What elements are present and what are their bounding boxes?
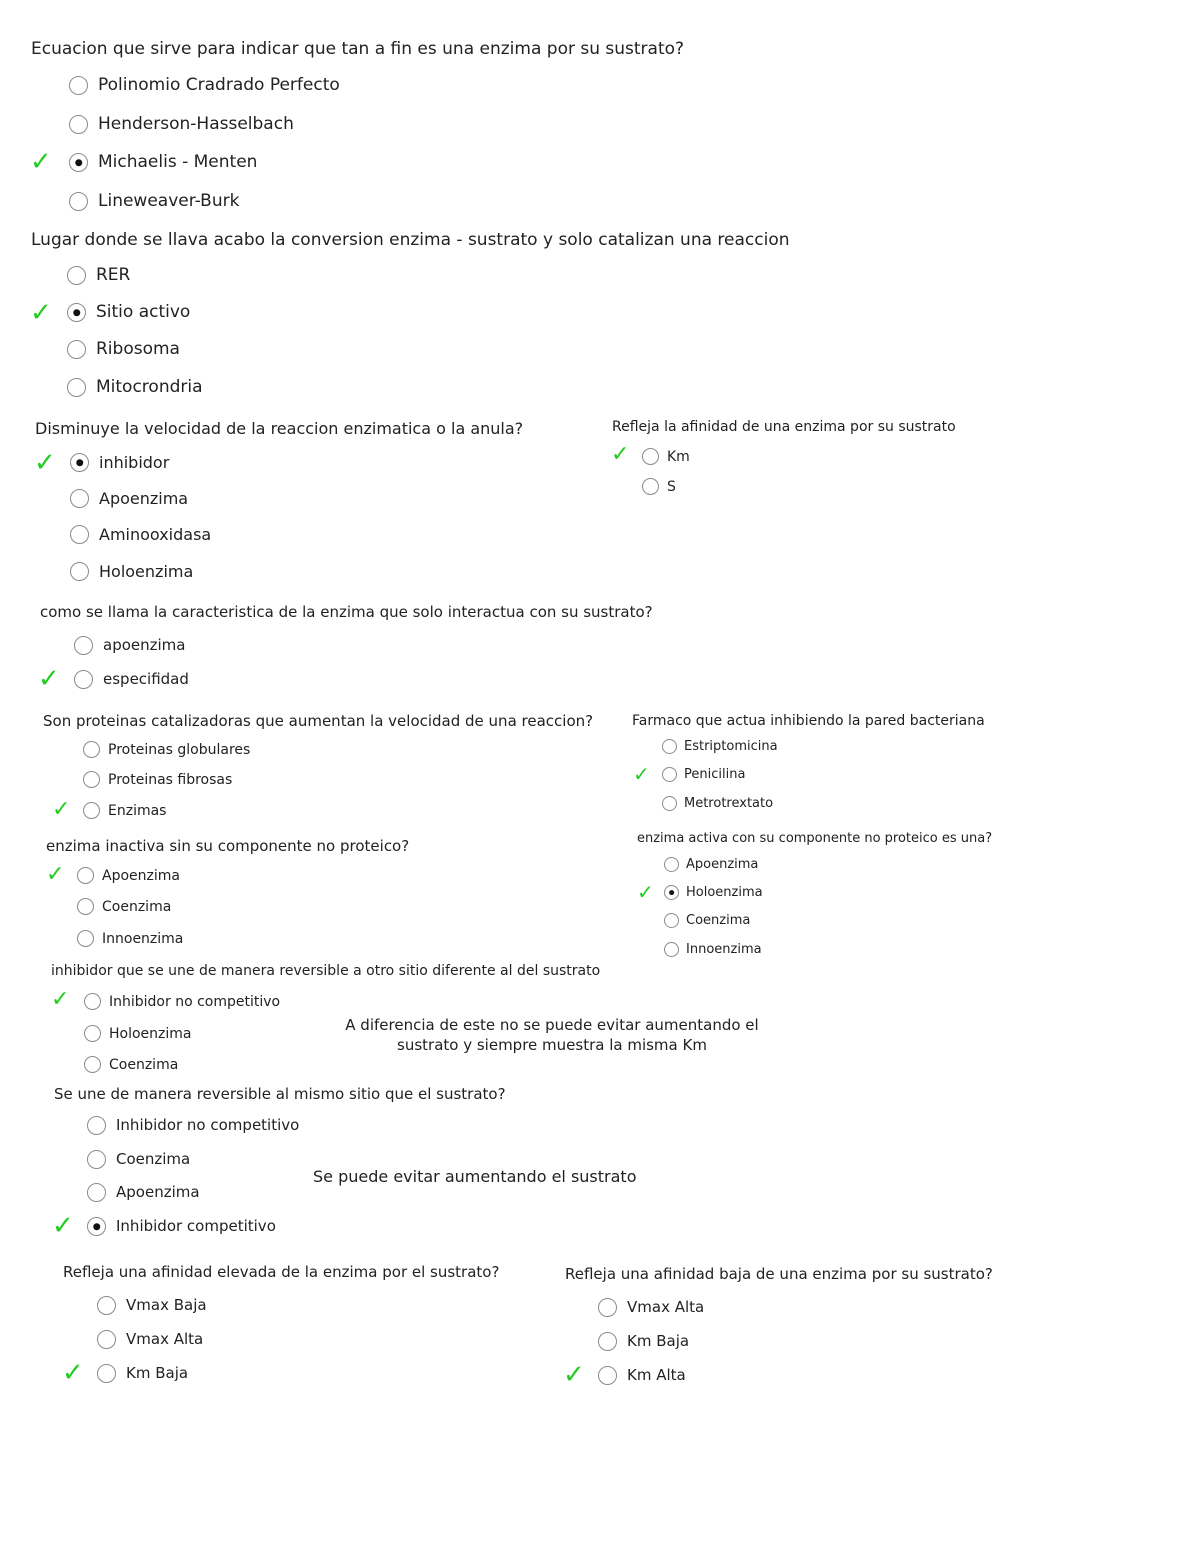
radio-button[interactable] bbox=[77, 867, 94, 884]
question-7: Farmaco que actua inhibiendo la pared bacteriana bbox=[632, 713, 985, 729]
option-label: Apoenzima bbox=[102, 867, 180, 884]
option-label: Km bbox=[667, 448, 690, 465]
correct-check-icon: ✓ bbox=[51, 987, 70, 1012]
option-q4-2[interactable] bbox=[642, 478, 676, 495]
option-label: Coenzima bbox=[686, 913, 751, 928]
option-q1-3[interactable] bbox=[69, 153, 257, 172]
radio-button-selected[interactable] bbox=[664, 885, 679, 900]
radio-button[interactable] bbox=[83, 802, 100, 819]
option-label: Vmax Alta bbox=[126, 1330, 204, 1348]
option-q3-4[interactable] bbox=[70, 562, 193, 581]
option-label: inhibidor bbox=[99, 452, 170, 472]
radio-button[interactable] bbox=[67, 340, 86, 359]
option-q3-2[interactable] bbox=[70, 489, 188, 508]
option-label: Coenzima bbox=[102, 898, 172, 915]
radio-button[interactable] bbox=[83, 771, 100, 788]
correct-check-icon: ✓ bbox=[38, 664, 60, 694]
radio-button[interactable] bbox=[87, 1150, 106, 1169]
radio-button[interactable] bbox=[67, 378, 86, 397]
radio-button[interactable] bbox=[598, 1298, 617, 1317]
radio-button[interactable] bbox=[97, 1364, 116, 1383]
option-label: Apoenzima bbox=[116, 1183, 200, 1201]
option-label: Polinomio Cradrado Perfecto bbox=[98, 75, 340, 95]
option-label: Penicilina bbox=[684, 767, 746, 782]
option-q9-3[interactable] bbox=[664, 913, 750, 928]
radio-button[interactable] bbox=[664, 942, 679, 957]
option-q11-1[interactable] bbox=[87, 1116, 299, 1135]
option-q2-4[interactable] bbox=[67, 378, 203, 397]
radio-button[interactable] bbox=[69, 192, 88, 211]
radio-button[interactable] bbox=[70, 562, 89, 581]
radio-button[interactable] bbox=[642, 448, 659, 465]
radio-button[interactable] bbox=[84, 1025, 101, 1042]
radio-button[interactable] bbox=[77, 898, 94, 915]
option-q11-3[interactable] bbox=[87, 1183, 200, 1202]
question-11: Se une de manera reversible al mismo sitio que el sustrato? bbox=[54, 1085, 506, 1103]
radio-button[interactable] bbox=[598, 1332, 617, 1351]
correct-check-icon: ✓ bbox=[30, 147, 52, 177]
note-line-1: A diferencia de este no se puede evitar aumentando el bbox=[345, 1016, 759, 1034]
option-q9-4[interactable] bbox=[664, 942, 762, 957]
correct-check-icon: ✓ bbox=[52, 797, 71, 822]
option-q6-3[interactable] bbox=[83, 802, 166, 819]
option-label: Holoenzima bbox=[99, 561, 194, 581]
radio-button[interactable] bbox=[662, 767, 677, 782]
option-q4-1[interactable] bbox=[642, 448, 690, 465]
option-label: especifidad bbox=[103, 670, 189, 688]
option-q8-3[interactable] bbox=[77, 930, 183, 947]
option-q3-1[interactable] bbox=[70, 453, 169, 472]
radio-button[interactable] bbox=[87, 1116, 106, 1135]
question-6: Son proteinas catalizadoras que aumentan la velocidad de una reaccion? bbox=[43, 712, 594, 730]
option-q5-1[interactable] bbox=[74, 636, 185, 655]
option-label: Henderson-Hasselbach bbox=[98, 114, 294, 134]
question-4: Refleja la afinidad de una enzima por su sustrato bbox=[612, 419, 956, 435]
radio-button[interactable] bbox=[87, 1183, 106, 1202]
correct-check-icon: ✓ bbox=[611, 442, 630, 467]
option-q12-3[interactable] bbox=[97, 1364, 188, 1383]
option-q8-2[interactable] bbox=[77, 898, 171, 915]
question-5: como se llama la caracteristica de la enzima que solo interactua con su sustrato? bbox=[40, 603, 653, 621]
question-9: enzima activa con su componente no proteico es una? bbox=[637, 831, 993, 846]
option-label: Km Baja bbox=[627, 1332, 690, 1350]
radio-button[interactable] bbox=[70, 525, 89, 544]
option-q2-2[interactable] bbox=[67, 303, 190, 322]
option-q5-2[interactable] bbox=[74, 670, 189, 689]
option-q6-1[interactable] bbox=[83, 741, 250, 758]
question-3: Disminuye la velocidad de la reaccion enzimatica o la anula? bbox=[35, 419, 524, 438]
radio-button[interactable] bbox=[69, 76, 88, 95]
option-label: Estriptomicina bbox=[684, 739, 778, 754]
option-q6-2[interactable] bbox=[83, 771, 232, 788]
option-label: Vmax Alta bbox=[627, 1298, 705, 1316]
question-1: Ecuacion que sirve para indicar que tan a fin es una enzima por su sustrato? bbox=[31, 39, 685, 59]
radio-button-selected[interactable] bbox=[69, 153, 88, 172]
radio-button[interactable] bbox=[662, 739, 677, 754]
radio-button[interactable] bbox=[598, 1366, 617, 1385]
radio-button[interactable] bbox=[74, 670, 93, 689]
option-q9-2[interactable] bbox=[664, 885, 763, 900]
radio-button[interactable] bbox=[84, 993, 101, 1010]
option-label: Apoenzima bbox=[686, 857, 759, 872]
option-q7-2[interactable] bbox=[662, 767, 745, 782]
option-label: Proteinas fibrosas bbox=[108, 771, 233, 788]
correct-check-icon: ✓ bbox=[30, 298, 52, 328]
radio-button[interactable] bbox=[642, 478, 659, 495]
question-13: Refleja una afinidad baja de una enzima por su sustrato? bbox=[565, 1265, 993, 1283]
radio-button[interactable] bbox=[662, 796, 677, 811]
option-label: Innoenzima bbox=[102, 930, 184, 947]
option-label: Coenzima bbox=[109, 1056, 179, 1073]
option-label: Proteinas globulares bbox=[108, 741, 251, 758]
correct-check-icon: ✓ bbox=[633, 762, 650, 786]
question-10: inhibidor que se une de manera reversible a otro sitio diferente al del sustrato bbox=[51, 963, 601, 979]
correct-check-icon: ✓ bbox=[34, 448, 56, 478]
radio-button[interactable] bbox=[67, 266, 86, 285]
option-q11-2[interactable] bbox=[87, 1150, 190, 1169]
option-q12-2[interactable] bbox=[97, 1330, 203, 1349]
option-label: Vmax Baja bbox=[126, 1296, 207, 1314]
option-q1-2[interactable] bbox=[69, 115, 294, 134]
option-q8-1[interactable] bbox=[77, 867, 180, 884]
note-line-2: sustrato y siempre muestra la misma Km bbox=[397, 1035, 707, 1054]
option-label: Inhibidor competitivo bbox=[116, 1217, 276, 1235]
option-q1-4[interactable] bbox=[69, 192, 239, 211]
radio-button-selected[interactable] bbox=[67, 303, 86, 322]
option-label: Metrotrextato bbox=[684, 796, 774, 811]
option-label: Innoenzima bbox=[686, 942, 762, 957]
option-q12-1[interactable] bbox=[97, 1296, 207, 1315]
option-label: Mitocrondria bbox=[96, 377, 203, 397]
option-q13-2[interactable] bbox=[598, 1332, 689, 1351]
option-label: apoenzima bbox=[103, 636, 186, 654]
option-label: Inhibidor no competitivo bbox=[116, 1116, 300, 1134]
option-q13-3[interactable] bbox=[598, 1366, 686, 1385]
correct-check-icon: ✓ bbox=[52, 1211, 74, 1241]
question-12: Refleja una afinidad elevada de la enzima por el sustrato? bbox=[63, 1263, 500, 1281]
radio-button[interactable] bbox=[84, 1056, 101, 1073]
option-label: Enzimas bbox=[108, 802, 167, 819]
radio-button[interactable] bbox=[664, 857, 679, 872]
option-label: Km Alta bbox=[627, 1366, 686, 1384]
option-q10-1[interactable] bbox=[84, 993, 280, 1010]
option-q7-3[interactable] bbox=[662, 796, 773, 811]
radio-button[interactable] bbox=[70, 489, 89, 508]
answer-note bbox=[312, 1016, 792, 1055]
radio-button[interactable] bbox=[83, 741, 100, 758]
radio-button-selected[interactable] bbox=[70, 453, 89, 472]
option-label: Km Baja bbox=[126, 1364, 189, 1382]
option-q7-1[interactable] bbox=[662, 739, 778, 754]
option-q2-3[interactable] bbox=[67, 340, 180, 359]
radio-button[interactable] bbox=[97, 1296, 116, 1315]
question-8: enzima inactiva sin su componente no proteico? bbox=[46, 837, 410, 855]
radio-button-selected[interactable] bbox=[87, 1217, 106, 1236]
option-q11-4[interactable] bbox=[87, 1217, 276, 1236]
correct-check-icon: ✓ bbox=[46, 862, 65, 887]
radio-button[interactable] bbox=[664, 913, 679, 928]
option-q13-1[interactable] bbox=[598, 1298, 704, 1317]
option-label: RER bbox=[96, 265, 131, 285]
option-label: Sitio activo bbox=[96, 302, 191, 322]
option-label: S bbox=[667, 478, 676, 495]
radio-button[interactable] bbox=[77, 930, 94, 947]
option-label: Holoenzima bbox=[109, 1025, 192, 1042]
radio-button[interactable] bbox=[69, 115, 88, 134]
option-q10-3[interactable] bbox=[84, 1056, 178, 1073]
option-label: Apoenzima bbox=[99, 488, 189, 508]
option-label: Aminooxidasa bbox=[99, 524, 212, 544]
option-label: Holoenzima bbox=[686, 885, 763, 900]
answer-note: Se puede evitar aumentando el sustrato bbox=[313, 1167, 637, 1186]
correct-check-icon: ✓ bbox=[563, 1360, 585, 1390]
radio-button[interactable] bbox=[97, 1330, 116, 1349]
option-q1-1[interactable] bbox=[69, 76, 340, 95]
question-2: Lugar donde se llava acabo la conversion enzima - sustrato y solo catalizan una reaccion bbox=[31, 230, 790, 250]
option-q9-1[interactable] bbox=[664, 857, 758, 872]
option-q10-2[interactable] bbox=[84, 1025, 192, 1042]
option-label: Michaelis - Menten bbox=[98, 152, 258, 172]
option-label: Lineweaver-Burk bbox=[98, 191, 240, 211]
option-q2-1[interactable] bbox=[67, 266, 130, 285]
option-q3-3[interactable] bbox=[70, 525, 211, 544]
option-label: Ribosoma bbox=[96, 339, 180, 359]
radio-button[interactable] bbox=[74, 636, 93, 655]
correct-check-icon: ✓ bbox=[62, 1358, 84, 1388]
option-label: Inhibidor no competitivo bbox=[109, 993, 281, 1010]
option-label: Coenzima bbox=[116, 1150, 191, 1168]
correct-check-icon: ✓ bbox=[637, 880, 654, 904]
